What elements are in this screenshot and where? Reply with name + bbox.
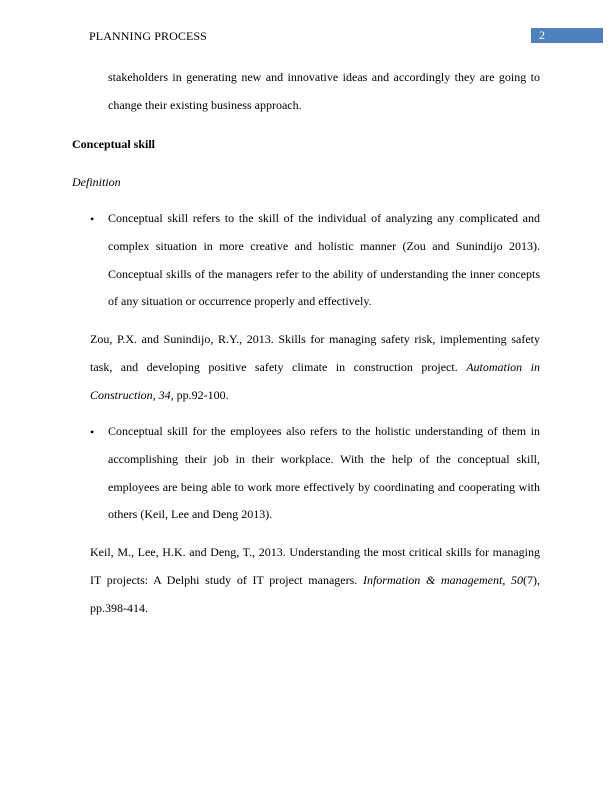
bullet-icon: • <box>90 212 95 226</box>
reference-sep: , <box>152 387 159 402</box>
reference-zou <box>90 326 540 409</box>
reference-sep: , <box>502 572 511 587</box>
reference-lead: Keil, M., Lee, H.K. and Deng, T., 2013. Understanding the most critical skills for managing IT projects: A Delphi study of IT project managers. <box>90 545 540 587</box>
bullet-paragraph-2: Conceptual skill for the employees also refers to the holistic understanding of them in accomplishing their job in their workplace. With the help of the conceptual skill, employees are being able to work more effectively by coordinating and cooperating with others (Keil, Lee and Deng 2013). <box>108 424 540 522</box>
reference-volume: 34 <box>158 387 171 402</box>
reference-lead: Zou, P.X. and Sunindijo, R.Y., 2013. Skills for managing safety risk, implementing safety task, and developing positive safety climate in construction project. <box>90 332 540 374</box>
reference-keil <box>90 539 540 622</box>
running-header-title: PLANNING PROCESS <box>89 29 207 43</box>
reference-tail: , pp.398-414. <box>90 572 540 615</box>
reference-journal: Information & management <box>362 572 503 587</box>
subheading-definition: Definition <box>72 175 121 189</box>
reference-tail: , pp.92-100. <box>170 387 229 402</box>
bullet-paragraph-1: Conceptual skill refers to the skill of the individual of analyzing any complicated and complex situation in more creative and holistic manner (Zou and Sunindijo 2013). Conceptual skills of the managers refer to the ability of understanding the inner concepts of any situation or occurrence properly and effectively. <box>108 211 540 309</box>
section-heading: Conceptual skill <box>72 137 156 151</box>
reference-volume: 50 <box>511 572 523 587</box>
bullet-icon: • <box>90 425 95 439</box>
page-number-badge: 2 <box>531 28 603 43</box>
reference-journal: Automation in Construction <box>90 359 540 402</box>
continuation-paragraph: stakeholders in generating new and innovative ideas and accordingly they are going to change their existing business approach. <box>108 70 540 112</box>
reference-issue: (7) <box>523 572 537 587</box>
